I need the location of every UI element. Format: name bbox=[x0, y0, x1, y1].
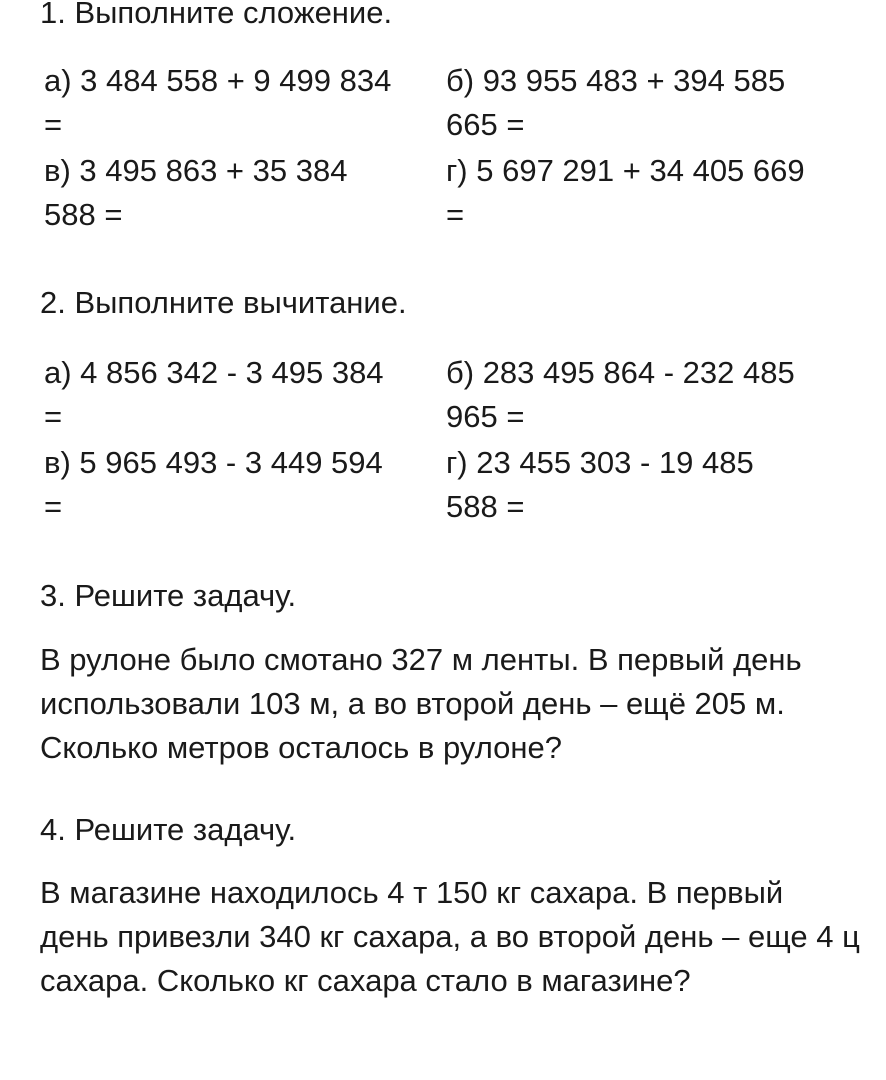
task-4-text: В магазине находилось 4 т 150 кг сахара. В первый день привезли 340 кг сахара, а во второй день – еще 4 ц сахара. Сколько кг сахара стало в магазине? bbox=[40, 875, 860, 998]
task-3-text: В рулоне было смотано 327 м ленты. В первый день использовали 103 м, а во второй день – ещё 205 м. Сколько метров осталось в рулоне? bbox=[40, 642, 802, 765]
task-2-item-a: а) 4 856 342 - 3 495 384 = bbox=[44, 355, 384, 434]
task-1-item-b: б) 93 955 483 + 394 585 665 = bbox=[446, 63, 786, 142]
task-2-item-b: б) 283 495 864 - 232 485 965 = bbox=[446, 355, 795, 434]
task-4-title: 4. Решите задачу. bbox=[40, 812, 297, 847]
task-2-item-g: г) 23 455 303 - 19 485 588 = bbox=[446, 445, 754, 524]
task-2-item-v: в) 5 965 493 - 3 449 594 = bbox=[44, 445, 383, 524]
task-1-item-a: а) 3 484 558 + 9 499 834 = bbox=[44, 63, 392, 142]
task-1-item-g: г) 5 697 291 + 34 405 669 = bbox=[446, 153, 805, 232]
task-1-title: 1. Выполните сложение. bbox=[40, 0, 393, 30]
task-3-title: 3. Решите задачу. bbox=[40, 578, 297, 613]
task-1-item-v: в) 3 495 863 + 35 384 588 = bbox=[44, 153, 348, 232]
task-2-title: 2. Выполните вычитание. bbox=[40, 285, 407, 320]
